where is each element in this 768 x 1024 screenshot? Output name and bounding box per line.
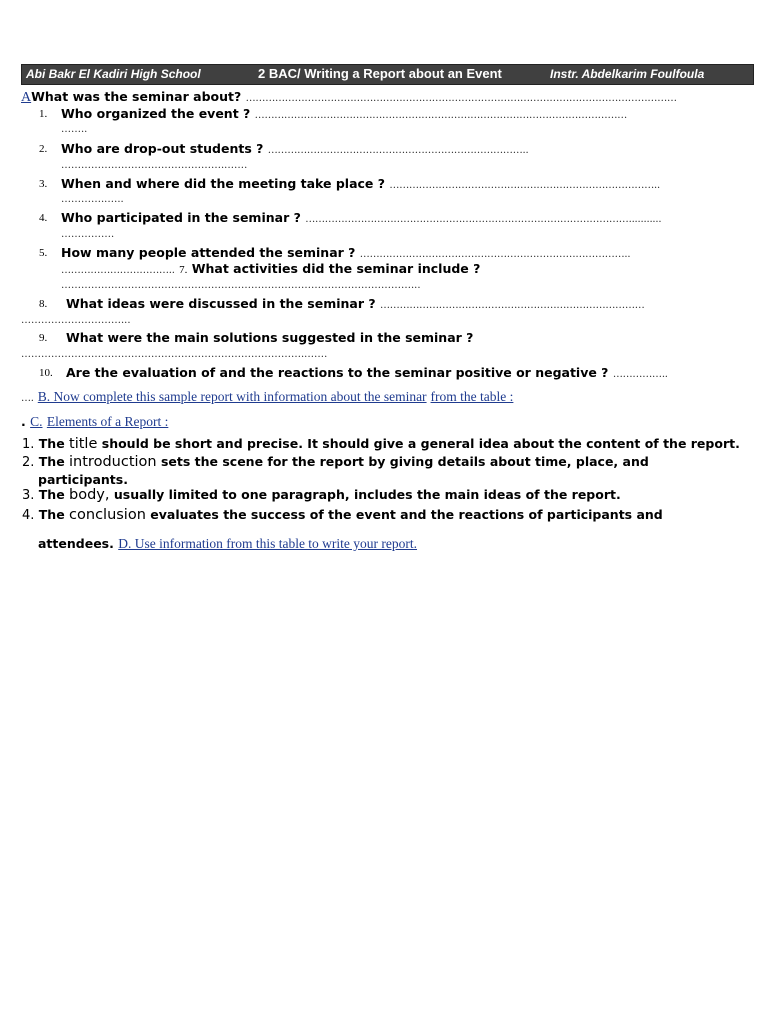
element-item-conclusion xyxy=(22,507,663,523)
question-number: 8. xyxy=(39,298,48,310)
element-item-introduction xyxy=(22,454,649,470)
section-c-title: Elements of a Report : xyxy=(46,414,169,429)
question-5: How many people attended the seminar ? ……………………………………………………………………….. xyxy=(61,245,631,260)
item-number: 1. xyxy=(22,437,35,452)
item-number: 3. xyxy=(22,488,35,503)
section-a-letter: A xyxy=(21,90,32,105)
section-b-line xyxy=(21,389,513,405)
section-c-heading xyxy=(21,414,168,430)
section-d-instruction: D. Use information from this table to write your report. xyxy=(118,536,418,551)
question-4: Who participated in the seminar ? ………………………………………………………………………………………........... xyxy=(61,210,662,225)
question-number: 10. xyxy=(39,367,53,379)
element-item-title xyxy=(22,436,740,452)
answer-line[interactable]: …………………………... xyxy=(21,315,131,326)
question-number: 4. xyxy=(39,212,48,224)
question-text: What activities did the seminar include ? xyxy=(191,261,481,276)
header-bar xyxy=(21,64,754,85)
section-b-instruction: B. Now complete this sample report with information about the seminar xyxy=(37,389,427,404)
item-term: body, xyxy=(69,487,110,503)
answer-line[interactable]: …….. xyxy=(61,124,88,135)
question-number: 7. xyxy=(179,264,188,276)
question-text: Who organized the event ? xyxy=(61,106,251,121)
section-a-heading: AWhat was the seminar about? …………………………………………………………………………………………………………………… xyxy=(21,89,677,105)
item-term: conclusion xyxy=(69,507,146,523)
item-text: usually limited to one paragraph, includes the main ideas of the report. xyxy=(113,487,621,502)
worksheet-title: 2 BAC/ Writing a Report about an Event xyxy=(258,66,502,81)
question-1: Who organized the event ? …………………………………………………………………………………………………… xyxy=(61,106,628,121)
answer-line[interactable]: …………..….. xyxy=(61,194,124,205)
item-pre: The xyxy=(38,507,65,522)
answer-line[interactable]: ……………………………………………………………………………………………... xyxy=(61,280,421,291)
element-item-body xyxy=(22,487,621,503)
question-number: 9. xyxy=(39,332,48,344)
question-text: What ideas were discussed in the seminar ? xyxy=(66,296,376,311)
item-text: evaluates the success of the event and the reactions of participants and xyxy=(150,507,663,522)
item-text: sets the scene for the report by giving details about time, place, and xyxy=(160,454,649,469)
question-text: When and where did the meeting take place ? xyxy=(61,176,386,191)
question-2: Who are drop-out students ? …………………………………………………………………….. xyxy=(61,141,529,156)
question-text: Who participated in the seminar ? xyxy=(61,210,301,225)
answer-line[interactable]: ……………. xyxy=(61,229,115,240)
question-number: 2. xyxy=(39,143,48,155)
question-7: …………………………….. 7. What activities did the seminar include ? xyxy=(61,261,481,276)
item-number: 4. xyxy=(22,508,35,523)
section-b-prefix: …. xyxy=(21,393,34,404)
question-number: 3. xyxy=(39,178,48,190)
question-10: Are the evaluation of and the reactions to the seminar positive or negative ? …………….. xyxy=(66,365,668,380)
instructor-name: Instr. Abdelkarim Foulfoula xyxy=(550,67,705,81)
item-pre: The xyxy=(38,436,65,451)
section-c-prefix: . xyxy=(21,414,26,429)
section-c-letter: C. xyxy=(30,414,43,429)
item-text-cont: attendees. xyxy=(38,536,114,551)
question-9 xyxy=(66,330,473,345)
question-3: When and where did the meeting take place ? ……………………………………………………………………….. xyxy=(61,176,660,191)
question-number: 1. xyxy=(39,108,48,120)
question-number: 5. xyxy=(39,247,48,259)
answer-line[interactable]: …………………………………………..…… xyxy=(61,160,248,171)
question-8: What ideas were discussed in the seminar ? ……………………………………………………………………… xyxy=(66,296,645,311)
item-term: introduction xyxy=(69,454,157,470)
school-name: Abi Bakr El Kadiri High School xyxy=(26,67,201,81)
item-pre: The xyxy=(38,454,65,469)
item-text: should be short and precise. It should give a general idea about the content of the report. xyxy=(101,436,740,451)
section-a-question: What was the seminar about? xyxy=(31,89,242,104)
item-term: title xyxy=(69,436,98,452)
element-item-conclusion-cont xyxy=(38,536,417,552)
element-item-introduction-cont: participants. xyxy=(38,472,128,487)
question-text: How many people attended the seminar ? xyxy=(61,245,356,260)
item-pre: The xyxy=(38,487,65,502)
section-b-instruction-end: from the table : xyxy=(430,389,514,404)
question-text: Who are drop-out students ? xyxy=(61,141,264,156)
question-text: What were the main solutions suggested in the seminar ? xyxy=(66,330,474,345)
question-text: Are the evaluation of and the reactions to the seminar positive or negative ? xyxy=(66,365,609,380)
item-number: 2. xyxy=(22,455,35,470)
answer-line[interactable]: …………………………………………………………………………..…… xyxy=(21,349,328,360)
